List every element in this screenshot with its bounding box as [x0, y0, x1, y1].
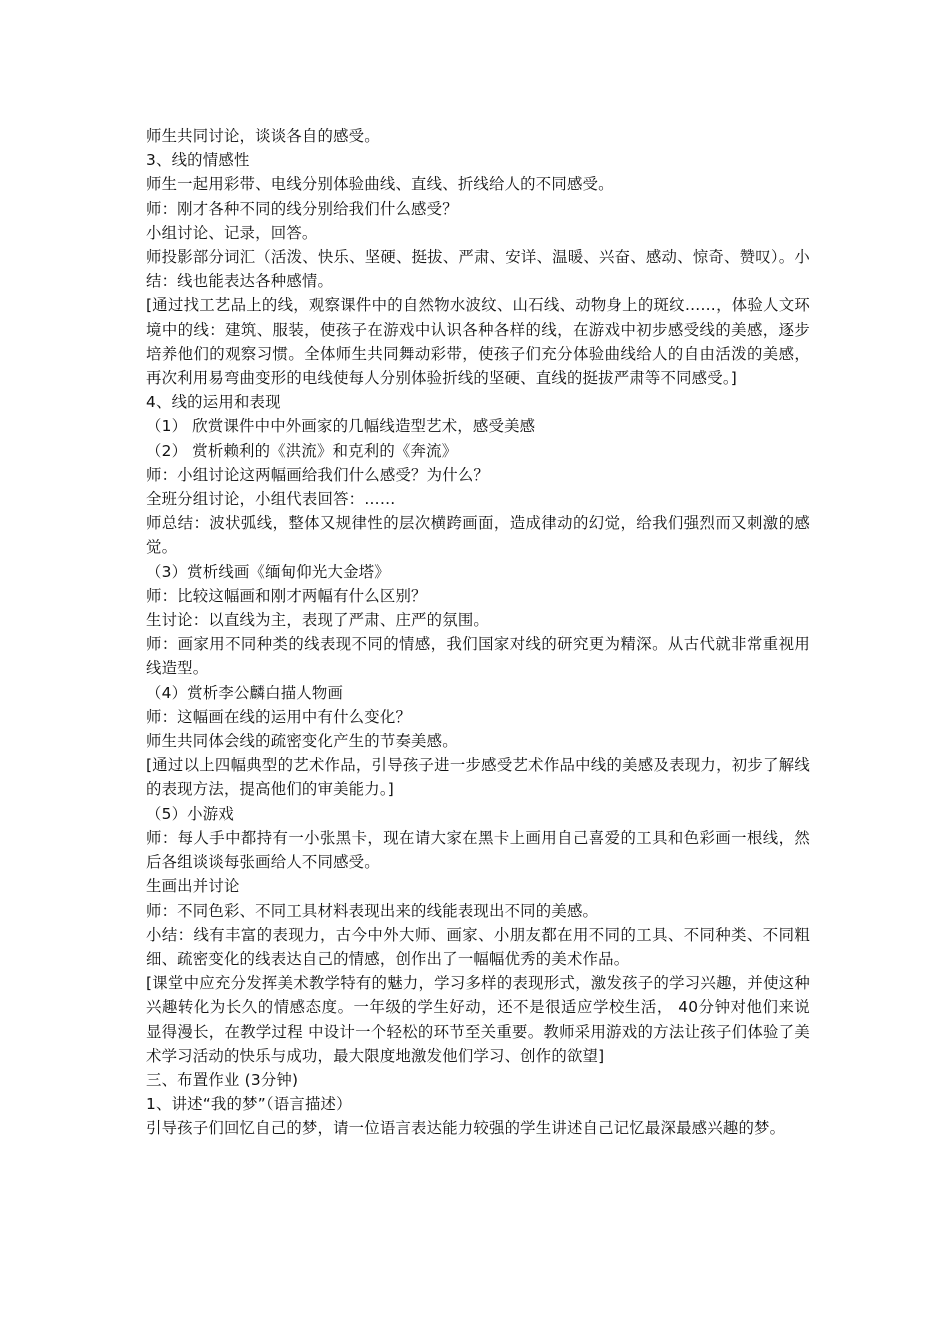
paragraph: 师总结：波状弧线，整体又规律性的层次横跨画面，造成律动的幻觉，给我们强烈而又刺激的感觉。	[146, 514, 810, 557]
paragraph: 引导孩子们回忆自己的梦，请一位语言表达能力较强的学生讲述自己记忆最深最感兴趣的梦。	[146, 1119, 786, 1138]
subsection-heading: 1、讲述“我的梦”（语言描述）	[146, 1095, 352, 1114]
list-item: （1） 欣赏课件中中外画家的几幅线造型艺术，感受美感	[146, 417, 536, 436]
section-heading: 三、布置作业 (3分钟)	[146, 1070, 299, 1089]
section-heading: 4、线的运用和表现	[146, 393, 281, 412]
paragraph: 小组讨论、记录，回答。	[146, 223, 318, 242]
paragraph: 师：这幅画在线的运用中有什么变化？	[146, 707, 412, 726]
annotation-paragraph: [通过以上四幅典型的艺术作品，引导孩子进一步感受艺术作品中线的美感及表现力，初步了解线的表现方法，提高他们的审美能力。]	[146, 756, 810, 799]
paragraph: 师：不同色彩、不同工具材料表现出来的线能表现出不同的美感。	[146, 901, 599, 920]
paragraph: 师：比较这幅画和刚才两幅有什么区别？	[146, 586, 427, 605]
list-item: （2） 赏析赖利的《洪流》和克利的《奔流》	[146, 441, 458, 460]
section-heading: 3、线的情感性	[146, 151, 250, 170]
paragraph: 师：每人手中都持有一小张黑卡，现在请大家在黑卡上画用自己喜爱的工具和色彩画一根线，然后各组谈谈每张画给人不同感受。	[146, 828, 810, 872]
paragraph: 师：刚才各种不同的线分别给我们什么感受？	[146, 199, 458, 218]
paragraph: 生讨论：以直线为主，表现了严肃、庄严的氛围。	[146, 611, 489, 630]
list-item: （5）小游戏	[146, 804, 234, 823]
paragraph: 师生共同体会线的疏密变化产生的节奏美感。	[146, 732, 458, 751]
paragraph: 师生共同讨论，谈谈各自的感受。	[146, 127, 380, 145]
paragraph: 师投影部分词汇（活泼、快乐、坚硬、挺拔、严肃、安详、温暖、兴奋、感动、惊奇、赞叹）。小结：线也能表达各种感情。	[146, 248, 810, 291]
paragraph: 师：画家用不同种类的线表现不同的情感，我们国家对线的研究更为精深。从古代就非常重视用线造型。	[146, 635, 810, 678]
paragraph: 师：小组讨论这两幅画给我们什么感受？为什么？	[146, 465, 489, 484]
paragraph: 生画出并讨论	[146, 877, 240, 896]
paragraph: 全班分组讨论，小组代表回答：……	[146, 490, 396, 509]
paragraph: 小结：线有丰富的表现力，古今中外大师、画家、小朋友都在用不同的工具、不同种类、不同粗细、疏密变化的线表达自己的情感，创作出了一幅幅优秀的美术作品。	[146, 925, 810, 968]
document-body	[146, 124, 810, 1141]
annotation-paragraph: [课堂中应充分发挥美术教学特有的魅力，学习多样的表现形式，激发孩子的学习兴趣，并使这种兴趣转化为长久的情感态度。一年级的学生好动，还不是很适应学校生活， 40分钟对他们来说显得漫长，在教学过程 中设计一个轻松的环节至关重要。教师采用游戏的方法让孩子们体验了美术学习活动的快乐与成功，最大限度地激发他们学习、创作的欲望]	[146, 974, 810, 1065]
list-item: （4）赏析李公麟白描人物画	[146, 683, 344, 702]
paragraph: 师生一起用彩带、电线分别体验曲线、直线、折线给人的不同感受。	[146, 175, 614, 194]
list-item: （3）赏析线画《缅甸仰光大金塔》	[146, 562, 390, 581]
annotation-paragraph: [通过找工艺品上的线，观察课件中的自然物水波纹、山石线、动物身上的斑纹……，体验人文环境中的线：建筑、服装，使孩子在游戏中认识各种各样的线，在游戏中初步感受线的美感，逐步培养他们的观察习惯。全体师生共同舞动彩带，使孩子们充分体验曲线给人的自由活泼的美感，再次利用易弯曲变形的电线使每人分别体验折线的坚硬、直线的挺拔严肃等不同感受。]	[146, 296, 810, 388]
